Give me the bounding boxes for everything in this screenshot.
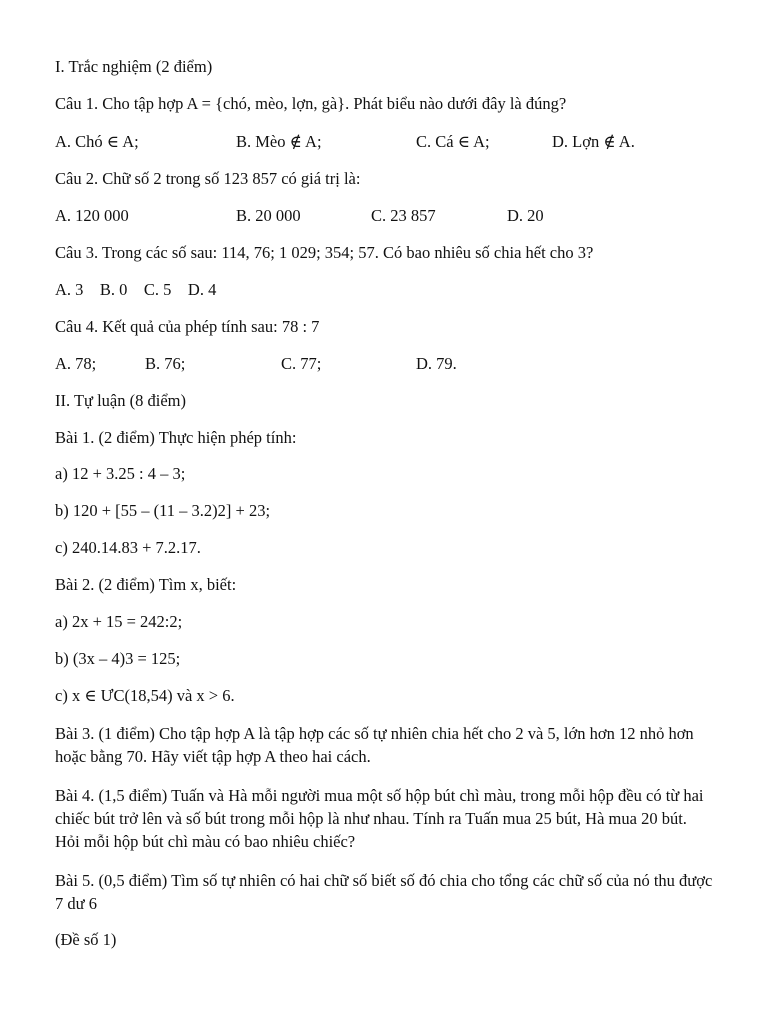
section1-title: I. Trắc nghiệm (2 điểm): [55, 57, 213, 76]
q4-question: Câu 4. Kết quả của phép tính sau: 78 : 7: [55, 317, 320, 336]
b1-part-b: b) 120 + [55 – (11 – 3.2)2] + 23;: [55, 501, 271, 520]
q2-option-b: B. 20 000: [236, 206, 301, 225]
q1-question: Câu 1. Cho tập hợp A = {chó, mèo, lợn, gà}. Phát biểu nào dưới đây là đúng?: [55, 94, 567, 113]
b3-text: Bài 3. (1 điểm) Cho tập hợp A là tập hợp các số tự nhiên chia hết cho 2 và 5, lớn hơn 12 nhỏ hơn hoặc bằng 70. Hãy viết tập hợp A theo hai cách.: [55, 724, 694, 766]
section2-title: II. Tự luận (8 điểm): [55, 391, 186, 410]
b1-part-a: a) 12 + 3.25 : 4 – 3;: [55, 464, 186, 483]
q4-option-c: C. 77;: [281, 354, 322, 373]
q2-option-d: D. 20: [507, 206, 544, 225]
q3-question: Câu 3. Trong các số sau: 114, 76; 1 029; 354; 57. Có bao nhiêu số chia hết cho 3?: [55, 243, 594, 262]
b2-title: Bài 2. (2 điểm) Tìm x, biết:: [55, 575, 237, 594]
b2-part-b: b) (3x – 4)3 = 125;: [55, 649, 181, 668]
b2-part-c: c) x ∈ ƯC(18,54) và x > 6.: [55, 686, 235, 705]
footer-note: (Đề số 1): [55, 930, 117, 949]
b5-text: Bài 5. (0,5 điểm) Tìm số tự nhiên có hai chữ số biết số đó chia cho tổng các chữ số của nó thu được 7 dư 6: [55, 871, 713, 913]
b1-part-c: c) 240.14.83 + 7.2.17.: [55, 538, 201, 557]
q4-option-d: D. 79.: [416, 354, 457, 373]
b4-text: Bài 4. (1,5 điểm) Tuấn và Hà mỗi người mua một số hộp bút chì màu, trong mỗi hộp đều có từ hai chiếc bút trở lên và số bút trong mỗi hộp là như nhau. Tính ra Tuấn mua 25 bút, Hà mua 20 bút. Hỏi mỗi hộp bút chì màu có bao nhiêu chiếc?: [55, 786, 704, 851]
q4-option-a: A. 78;: [55, 354, 97, 373]
q1-option-b: B. Mèo ∉ A;: [236, 132, 322, 151]
q3-options: A. 3 B. 0 C. 5 D. 4: [55, 280, 217, 299]
q2-option-a: A. 120 000: [55, 206, 129, 225]
q1-option-d: D. Lợn ∉ A.: [552, 132, 635, 151]
b2-part-a: a) 2x + 15 = 242:2;: [55, 612, 183, 631]
b1-title: Bài 1. (2 điểm) Thực hiện phép tính:: [55, 428, 297, 447]
q2-question: Câu 2. Chữ số 2 trong số 123 857 có giá trị là:: [55, 169, 361, 188]
q2-option-c: C. 23 857: [371, 206, 436, 225]
q1-option-a: A. Chó ∈ A;: [55, 132, 139, 151]
q1-option-c: C. Cá ∈ A;: [416, 132, 490, 151]
q4-option-b: B. 76;: [145, 354, 186, 373]
